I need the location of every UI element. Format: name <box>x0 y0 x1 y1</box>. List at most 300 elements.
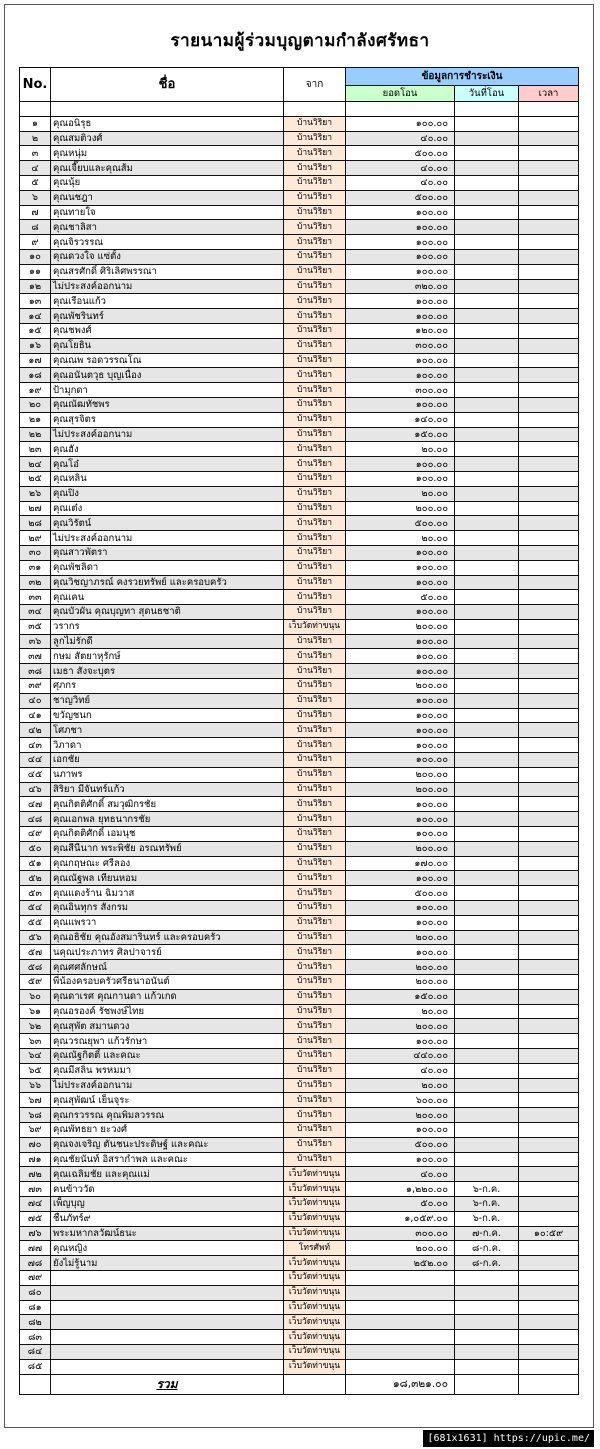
row-amount: ๑๐๐.๐๐ <box>346 471 455 486</box>
row-amount: ๑๕๐.๐๐ <box>346 989 455 1004</box>
row-number: ๗๖ <box>20 1226 51 1241</box>
row-time <box>519 1359 579 1374</box>
row-amount: ๔๔๐.๐๐ <box>346 1049 455 1064</box>
row-time <box>519 457 579 472</box>
row-date <box>455 1078 519 1093</box>
row-time <box>519 856 579 871</box>
row-date <box>455 767 519 782</box>
row-name: คุณบัวผัน คุณบุญทา สุดนธชาติ <box>51 605 284 620</box>
row-amount: ๕๐๐.๐๐ <box>346 516 455 531</box>
row-number: ๓๙ <box>20 679 51 694</box>
row-date <box>455 353 519 368</box>
row-from: บ้านวิริยา <box>284 131 346 146</box>
row-from: บ้านวิริยา <box>284 1063 346 1078</box>
row-name: คุณเต๋ง <box>51 501 284 516</box>
row-number: ๖๖ <box>20 1078 51 1093</box>
row-from: เว็บวัดท่าขนุน <box>284 1315 346 1330</box>
row-date <box>455 1122 519 1137</box>
row-number: ๓๗ <box>20 649 51 664</box>
row-date: ๖-ก.ค. <box>455 1211 519 1226</box>
header-name: ชื่อ <box>51 68 284 102</box>
table-row <box>20 812 579 827</box>
row-date: ๖-ก.ค. <box>455 1196 519 1211</box>
row-name: คุณจิรวรรณ <box>51 235 284 250</box>
row-from: บ้านวิริยา <box>284 753 346 768</box>
row-amount: ๑๐๐.๐๐ <box>346 945 455 960</box>
row-from: บ้านวิริยา <box>284 841 346 856</box>
row-time <box>519 1122 579 1137</box>
row-date <box>455 427 519 442</box>
row-time <box>519 220 579 235</box>
row-amount: ๑๐๐.๐๐ <box>346 797 455 812</box>
row-date <box>455 693 519 708</box>
row-number: ๘๕ <box>20 1359 51 1374</box>
row-amount: ๓๒๐.๐๐ <box>346 279 455 294</box>
row-number: ๓๓ <box>20 590 51 605</box>
row-time <box>519 323 579 338</box>
row-time <box>519 664 579 679</box>
row-time <box>519 590 579 605</box>
row-amount: ๑๐๐.๐๐ <box>346 116 455 131</box>
row-from: เว็บวัดท่าขนุน <box>284 1300 346 1315</box>
row-name: คุณสุพัต สมานดวง <box>51 1019 284 1034</box>
table-row <box>20 338 579 353</box>
row-time <box>519 723 579 738</box>
header-date: วันที่โอน <box>455 86 519 102</box>
row-name: วรากร <box>51 619 284 634</box>
table-row <box>20 397 579 412</box>
row-number: ๕๓ <box>20 886 51 901</box>
row-number: ๗๔ <box>20 1196 51 1211</box>
table-row <box>20 1182 579 1197</box>
row-name: คุณฮัง <box>51 442 284 457</box>
row-name: คุณสีนีนาก พระพิชัย อรณทรัพย์ <box>51 841 284 856</box>
table-row <box>20 871 579 886</box>
row-name: คุณพัชลิดา <box>51 560 284 575</box>
row-from: บ้านวิริยา <box>284 1152 346 1167</box>
row-time <box>519 249 579 264</box>
row-time <box>519 545 579 560</box>
row-name: กษม สัตยาหุรักษ์ <box>51 649 284 664</box>
row-name: คุณศศลักษณ์ <box>51 960 284 975</box>
row-amount: ๑๐๐.๐๐ <box>346 205 455 220</box>
row-name: คุณหญิง <box>51 1241 284 1256</box>
row-amount: ๒๐๐.๐๐ <box>346 841 455 856</box>
row-number: ๖๐ <box>20 989 51 1004</box>
row-number: ๖๘ <box>20 1108 51 1123</box>
row-name: ขวัญชนก <box>51 708 284 723</box>
row-amount: ๒๐๐.๐๐ <box>346 619 455 634</box>
row-time <box>519 1182 579 1197</box>
row-name: โศภชา <box>51 723 284 738</box>
row-amount: ๒๐.๐๐ <box>346 486 455 501</box>
row-name: คุณหลิน <box>51 471 284 486</box>
row-date <box>455 960 519 975</box>
table-row <box>20 294 579 309</box>
row-amount: ๑๐๐.๐๐ <box>346 220 455 235</box>
row-amount: ๒๐.๐๐ <box>346 1004 455 1019</box>
row-date <box>455 915 519 930</box>
row-amount: ๒๐๐.๐๐ <box>346 782 455 797</box>
row-name: คุณณัฒทัชพร <box>51 397 284 412</box>
row-from: บ้านวิริยา <box>284 1034 346 1049</box>
table-row <box>20 767 579 782</box>
row-number: ๕ <box>20 175 51 190</box>
row-from: บ้านวิริยา <box>284 1108 346 1123</box>
total-time-cell <box>519 1374 579 1394</box>
row-amount: ๑๐๐.๐๐ <box>346 368 455 383</box>
row-date <box>455 708 519 723</box>
row-amount: ๑๐๐.๐๐ <box>346 1152 455 1167</box>
row-date <box>455 1004 519 1019</box>
row-from: บ้านวิริยา <box>284 812 346 827</box>
row-amount: ๑๐๐.๐๐ <box>346 457 455 472</box>
row-number: ๒๕ <box>20 471 51 486</box>
row-amount: ๔๐.๐๐ <box>346 161 455 176</box>
row-date <box>455 309 519 324</box>
row-amount: ๑,๐๕๙.๐๐ <box>346 1211 455 1226</box>
table-row <box>20 1108 579 1123</box>
row-name: คุณสาวพัตรา <box>51 545 284 560</box>
row-from: บ้านวิริยา <box>284 309 346 324</box>
row-date <box>455 442 519 457</box>
row-time <box>519 161 579 176</box>
row-amount: ๑๐๐.๐๐ <box>346 723 455 738</box>
table-row <box>20 1019 579 1034</box>
row-date <box>455 560 519 575</box>
row-amount: ๑๐๐.๐๐ <box>346 649 455 664</box>
row-number: ๘๒ <box>20 1315 51 1330</box>
total-date-cell <box>455 1374 519 1394</box>
row-from: บ้านวิริยา <box>284 915 346 930</box>
row-from: บ้านวิริยา <box>284 723 346 738</box>
row-name: ลูกไม่รักดี <box>51 634 284 649</box>
row-time <box>519 1211 579 1226</box>
table-row <box>20 679 579 694</box>
donor-table <box>19 67 579 1395</box>
table-row <box>20 930 579 945</box>
row-number: ๖ <box>20 190 51 205</box>
row-name: คุณแพรวา <box>51 915 284 930</box>
row-date <box>455 930 519 945</box>
row-name <box>51 1285 284 1300</box>
row-amount: ๒๐๐.๐๐ <box>346 975 455 990</box>
row-name: คุณณัฐกิตติ์ และคณะ <box>51 1049 284 1064</box>
table-row <box>20 708 579 723</box>
table-row <box>20 412 579 427</box>
row-number: ๗๓ <box>20 1182 51 1197</box>
row-amount: ๑๐๐.๐๐ <box>346 901 455 916</box>
row-date <box>455 679 519 694</box>
row-name <box>51 1359 284 1374</box>
row-amount: ๑๐๐.๐๐ <box>346 738 455 753</box>
row-time <box>519 1315 579 1330</box>
row-from: บ้านวิริยา <box>284 427 346 442</box>
row-date <box>455 116 519 131</box>
row-amount <box>346 1359 455 1374</box>
row-amount: ๑๔๐.๐๐ <box>346 412 455 427</box>
row-name: คุณโยธิน <box>51 338 284 353</box>
row-number: ๒ <box>20 131 51 146</box>
row-date <box>455 989 519 1004</box>
table-row <box>20 501 579 516</box>
row-time <box>519 679 579 694</box>
table-row <box>20 264 579 279</box>
row-amount: ๑๐๐.๐๐ <box>346 664 455 679</box>
row-from: บ้านวิริยา <box>284 220 346 235</box>
table-row <box>20 486 579 501</box>
row-name: คุณเอกพล ยุทธนากรชัย <box>51 812 284 827</box>
row-date <box>455 1137 519 1152</box>
row-time <box>519 1330 579 1345</box>
row-time <box>519 634 579 649</box>
row-name: คุณสมติวงศ์ <box>51 131 284 146</box>
row-name: ไม่ประสงค์ออกนาม <box>51 1078 284 1093</box>
table-row <box>20 723 579 738</box>
row-name <box>51 1344 284 1359</box>
row-name: คุณกฤษณะ ศรีลอง <box>51 856 284 871</box>
row-date: ๗-ก.ค. <box>455 1226 519 1241</box>
row-amount <box>346 1270 455 1285</box>
row-date <box>455 723 519 738</box>
table-row <box>20 856 579 871</box>
row-time <box>519 1019 579 1034</box>
row-amount: ๓๐๐.๐๐ <box>346 1226 455 1241</box>
row-number: ๕๙ <box>20 975 51 990</box>
total-label: รวม <box>51 1374 284 1394</box>
row-name: ไม่ประสงค์ออกนาม <box>51 279 284 294</box>
row-date <box>455 146 519 161</box>
row-name: เอกชัย <box>51 753 284 768</box>
row-time <box>519 412 579 427</box>
row-name: คุณณัฐพล เทียนหอม <box>51 871 284 886</box>
row-time <box>519 309 579 324</box>
row-amount: ๑๐๐.๐๐ <box>346 693 455 708</box>
row-number: ๕๗ <box>20 945 51 960</box>
row-date <box>455 649 519 664</box>
row-date <box>455 1330 519 1345</box>
row-from: บ้านวิริยา <box>284 146 346 161</box>
table-row <box>20 634 579 649</box>
row-date <box>455 634 519 649</box>
table-row <box>20 1285 579 1300</box>
row-date <box>455 841 519 856</box>
row-date <box>455 590 519 605</box>
row-name: คุณโอ๋ <box>51 457 284 472</box>
row-name: คุณดวงใจ แซ่ตั้ง <box>51 249 284 264</box>
row-from: บ้านวิริยา <box>284 960 346 975</box>
row-amount <box>346 1300 455 1315</box>
row-date <box>455 1063 519 1078</box>
row-date <box>455 1300 519 1315</box>
row-amount <box>346 1285 455 1300</box>
table-row <box>20 605 579 620</box>
row-number: ๕๑ <box>20 856 51 871</box>
table-row <box>20 131 579 146</box>
row-number: ๘๔ <box>20 1344 51 1359</box>
row-amount: ๒๐๐.๐๐ <box>346 1019 455 1034</box>
row-name: พี่น้องครอบครัวศรีธนาอนันต์ <box>51 975 284 990</box>
row-name: คุณพัทธยา ยะวงศ์ <box>51 1122 284 1137</box>
row-date <box>455 264 519 279</box>
table-row <box>20 146 579 161</box>
table-row <box>20 1359 579 1374</box>
row-amount <box>346 1344 455 1359</box>
row-name: คุณวิชญาภรณ์ คงรวยทรัพย์ และครอบครัว <box>51 575 284 590</box>
row-name: คุณวรณยุพา แก้วรักษา <box>51 1034 284 1049</box>
row-from: เว็บวัดท่าขนุน <box>284 1270 346 1285</box>
row-amount: ๒๐๐.๐๐ <box>346 501 455 516</box>
row-number: ๒๖ <box>20 486 51 501</box>
row-name: คุณเฉลิมชัย และคุณแม่ <box>51 1167 284 1182</box>
table-row <box>20 1063 579 1078</box>
row-from: เว็บวัดท่าขนุน <box>284 1344 346 1359</box>
row-amount: ๕๐๐.๐๐ <box>346 886 455 901</box>
row-number: ๔๔ <box>20 753 51 768</box>
row-from: บ้านวิริยา <box>284 323 346 338</box>
row-from: เว็บวัดท่าขนุน <box>284 1167 346 1182</box>
row-from: เว็บวัดท่าขนุน <box>284 1330 346 1345</box>
row-date <box>455 1034 519 1049</box>
row-date <box>455 782 519 797</box>
row-time <box>519 560 579 575</box>
row-number: ๔๕ <box>20 767 51 782</box>
table-row <box>20 1093 579 1108</box>
total-amount: ๑๘,๓๒๑.๐๐ <box>346 1374 455 1394</box>
row-name: พระมหากลวัฒน์ธนะ <box>51 1226 284 1241</box>
row-time <box>519 279 579 294</box>
row-amount: ๒๐.๐๐ <box>346 531 455 546</box>
row-name: คุณชาลิสา <box>51 220 284 235</box>
row-date <box>455 886 519 901</box>
row-from: เว็บวัดท่าขนุน <box>284 619 346 634</box>
row-number: ๒๔ <box>20 457 51 472</box>
row-date <box>455 1049 519 1064</box>
table-row <box>20 323 579 338</box>
row-time <box>519 945 579 960</box>
row-date <box>455 812 519 827</box>
row-number: ๔๖ <box>20 782 51 797</box>
row-amount: ๑๐๐.๐๐ <box>346 634 455 649</box>
row-time <box>519 619 579 634</box>
row-number: ๑๖ <box>20 338 51 353</box>
row-name: ชาญวิทย์ <box>51 693 284 708</box>
row-from: บ้านวิริยา <box>284 975 346 990</box>
row-time <box>519 871 579 886</box>
table-row <box>20 1241 579 1256</box>
row-number: ๗๘ <box>20 1256 51 1271</box>
row-amount <box>346 1315 455 1330</box>
row-from: บ้านวิริยา <box>284 886 346 901</box>
row-number: ๘๑ <box>20 1300 51 1315</box>
row-time <box>519 915 579 930</box>
row-amount: ๔๐.๐๐ <box>346 131 455 146</box>
row-from: บ้านวิริยา <box>284 767 346 782</box>
row-amount: ๒๐๐.๐๐ <box>346 679 455 694</box>
row-name: คุณเรือนแก้ว <box>51 294 284 309</box>
row-from: บ้านวิริยา <box>284 738 346 753</box>
row-name: คุณเคน <box>51 590 284 605</box>
row-number: ๒๑ <box>20 412 51 427</box>
table-row <box>20 738 579 753</box>
header-time: เวลา <box>519 86 579 102</box>
row-amount: ๕๐๐.๐๐ <box>346 1137 455 1152</box>
table-row <box>20 1330 579 1345</box>
row-amount: ๕๐.๐๐ <box>346 590 455 605</box>
row-date <box>455 486 519 501</box>
row-number: ๖๗ <box>20 1093 51 1108</box>
row-from: บ้านวิริยา <box>284 945 346 960</box>
table-row <box>20 545 579 560</box>
row-amount: ๒๐๐.๐๐ <box>346 767 455 782</box>
row-number: ๘๐ <box>20 1285 51 1300</box>
row-amount: ๑,๒๒๐.๐๐ <box>346 1182 455 1197</box>
row-amount: ๑๐๐.๐๐ <box>346 575 455 590</box>
row-number: ๒๐ <box>20 397 51 412</box>
row-date <box>455 175 519 190</box>
image-host-watermark: [681x1631] https://upic.me/ <box>423 1430 594 1447</box>
row-name: คุณสุพัฒน์ เย็นจุระ <box>51 1093 284 1108</box>
row-number: ๕๕ <box>20 915 51 930</box>
table-row <box>20 471 579 486</box>
row-name: คุณมีสลิ่น พรหมมา <box>51 1063 284 1078</box>
row-date <box>455 545 519 560</box>
row-time <box>519 427 579 442</box>
row-time <box>519 1034 579 1049</box>
header-no: No. <box>20 68 51 102</box>
row-from: บ้านวิริยา <box>284 1122 346 1137</box>
row-amount: ๑๐๐.๐๐ <box>346 545 455 560</box>
row-time <box>519 131 579 146</box>
row-from: บ้านวิริยา <box>284 856 346 871</box>
row-from: บ้านวิริยา <box>284 501 346 516</box>
row-time <box>519 605 579 620</box>
table-row <box>20 1211 579 1226</box>
row-number: ๒๙ <box>20 531 51 546</box>
row-time <box>519 116 579 131</box>
row-name: เพ็ญบุญ <box>51 1196 284 1211</box>
row-date <box>455 220 519 235</box>
row-name: คนข้าววัด <box>51 1182 284 1197</box>
row-name: คุณนชฎา <box>51 190 284 205</box>
total-no-cell <box>20 1374 51 1394</box>
table-row <box>20 205 579 220</box>
row-time <box>519 264 579 279</box>
row-date <box>455 619 519 634</box>
row-name: คุณชพงศ์ <box>51 323 284 338</box>
row-from: เว็บวัดท่าขนุน <box>284 1196 346 1211</box>
row-date <box>455 323 519 338</box>
row-name <box>51 1300 284 1315</box>
row-from: บ้านวิริยา <box>284 457 346 472</box>
row-amount: ๑๗๐.๐๐ <box>346 856 455 871</box>
row-number: ๒๓ <box>20 442 51 457</box>
row-name: คุณพัชรินทร์ <box>51 309 284 324</box>
row-amount: ๑๐๐.๐๐ <box>346 235 455 250</box>
row-time <box>519 397 579 412</box>
row-time <box>519 1285 579 1300</box>
row-time <box>519 235 579 250</box>
row-amount: ๒๐๐.๐๐ <box>346 960 455 975</box>
row-date <box>455 531 519 546</box>
row-from: บ้านวิริยา <box>284 338 346 353</box>
row-amount: ๑๐๐.๐๐ <box>346 871 455 886</box>
table-row <box>20 1256 579 1271</box>
row-from: บ้านวิริยา <box>284 249 346 264</box>
row-amount: ๒๐๐.๐๐ <box>346 930 455 945</box>
row-from: บ้านวิริยา <box>284 634 346 649</box>
row-date <box>455 338 519 353</box>
